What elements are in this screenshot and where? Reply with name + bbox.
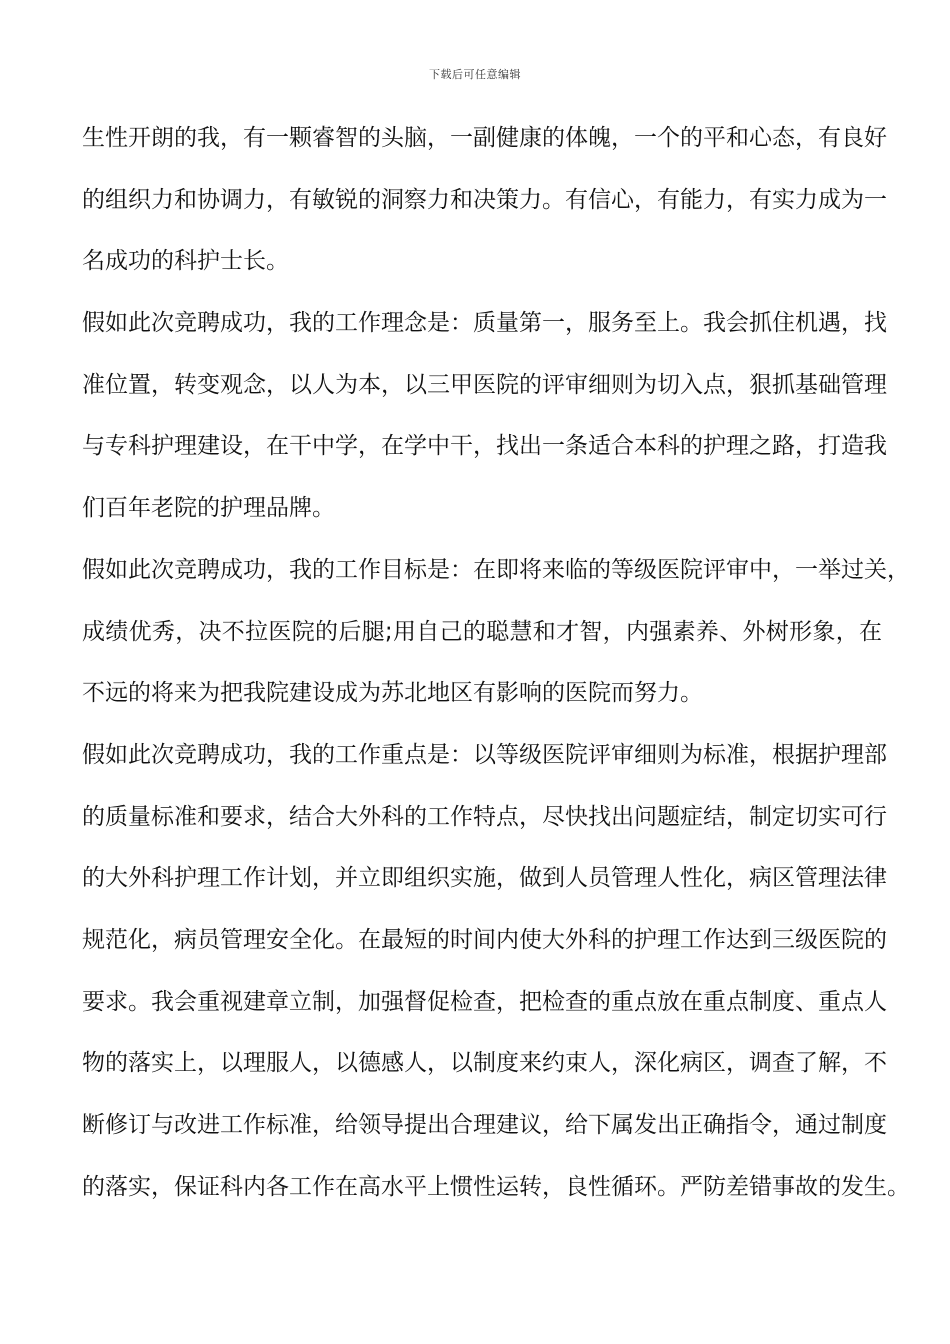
text-line: 准位置，转变观念，以人为本，以三甲医院的评审细则为切入点，狠抓基础管理 (82, 371, 887, 398)
text-line: 要求。我会重视建章立制，加强督促检查，把检查的重点放在重点制度、重点人 (82, 988, 887, 1015)
page-header-note: 下载后可任意编辑 (429, 68, 521, 81)
text-line: 不远的将来为把我院建设成为苏北地区有影响的医院而努力。 (82, 680, 703, 707)
text-line: 成绩优秀，决不拉医院的后腿;用自己的聪慧和才智，内强素养、外树形象，在 (82, 618, 882, 645)
text-line: 的大外科护理工作计划，并立即组织实施，做到人员管理人性化，病区管理法律 (82, 865, 887, 892)
text-line: 规范化，病员管理安全化。在最短的时间内使大外科的护理工作达到三级医院的 (82, 926, 887, 953)
text-line: 假如此次竞聘成功，我的工作目标是：在即将来临的等级医院评审中，一举过关， (82, 556, 910, 583)
document-body (82, 116, 910, 1226)
text-line: 的质量标准和要求，结合大外科的工作特点，尽快找出问题症结，制定切实可行 (82, 803, 887, 830)
text-line: 的组织力和协调力，有敏锐的洞察力和决策力。有信心，有能力，有实力成为一 (82, 186, 887, 213)
text-line: 名成功的科护士长。 (82, 248, 289, 275)
text-line: 物的落实上，以理服人，以德感人，以制度来约束人，深化病区，调查了解，不 (82, 1050, 887, 1077)
text-line: 生性开朗的我，有一颗睿智的头脑，一副健康的体魄，一个的平和心态，有良好 (82, 125, 887, 151)
text-line: 们百年老院的护理品牌。 (82, 495, 335, 522)
text-line: 假如此次竞聘成功，我的工作理念是：质量第一，服务至上。我会抓住机遇，找 (82, 310, 887, 337)
text-line: 断修订与改进工作标准，给领导提出合理建议，给下属发出正确指令，通过制度 (82, 1112, 887, 1138)
text-line: 假如此次竞聘成功，我的工作重点是：以等级医院评审细则为标准，根据护理部 (82, 741, 887, 768)
text-line: 的落实，保证科内各工作在高水平上惯性运转，良性循环。严防差错事故的发生。 (82, 1173, 910, 1200)
text-line: 与专科护理建设，在干中学，在学中干，找出一条适合本科的护理之路，打造我 (82, 433, 887, 460)
